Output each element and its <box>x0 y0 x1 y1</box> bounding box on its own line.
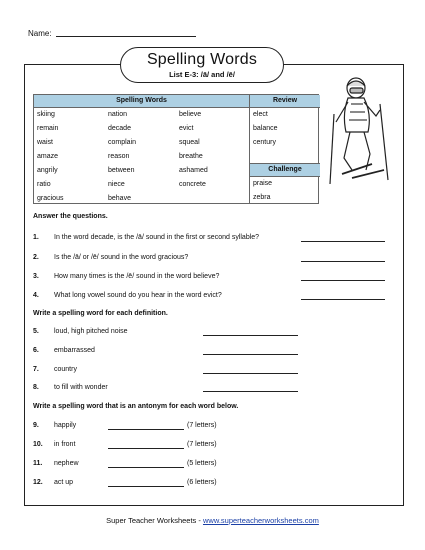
question-3 <box>33 272 393 282</box>
footer-text: Super Teacher Worksheets - <box>106 516 203 525</box>
name-row <box>28 29 196 38</box>
list-subtitle: List E-3: /ā/ and /ē/ <box>169 70 235 79</box>
spelling-word: amaze <box>37 153 59 160</box>
question-number: 4. <box>33 292 39 299</box>
question-5 <box>33 327 393 337</box>
question-number: 10. <box>33 441 43 448</box>
answer-line[interactable] <box>108 478 184 487</box>
spelling-word: waist <box>37 139 53 146</box>
question-10 <box>33 440 393 450</box>
review-header: Review <box>250 95 320 108</box>
spelling-word: complain <box>108 139 137 146</box>
question-text: act up <box>54 479 74 486</box>
spelling-word: niece <box>108 181 125 188</box>
spelling-word: believe <box>179 111 202 118</box>
answer-line[interactable] <box>301 233 385 242</box>
challenge-header: Challenge <box>250 163 320 177</box>
section-heading: Write a spelling word for each definition. <box>33 310 168 317</box>
question-number: 6. <box>33 347 39 354</box>
answer-line[interactable] <box>301 291 385 300</box>
question-text: happily <box>54 422 77 429</box>
spelling-word: skiing <box>37 111 55 118</box>
question-number: 11. <box>33 460 43 467</box>
spelling-word: evict <box>179 125 194 132</box>
spelling-word: ratio <box>37 181 51 188</box>
spelling-words-table <box>33 94 319 204</box>
challenge-word: zebra <box>253 194 271 201</box>
spelling-word: angrily <box>37 167 58 174</box>
question-text: loud, high pitched noise <box>54 328 128 335</box>
question-text: to fill with wonder <box>54 384 108 391</box>
question-number: 8. <box>33 384 39 391</box>
question-number: 2. <box>33 254 39 261</box>
question-text: nephew <box>54 460 79 467</box>
letter-hint: (7 letters) <box>187 441 217 448</box>
question-text: country <box>54 366 77 373</box>
spelling-word: nation <box>108 111 128 118</box>
answer-line[interactable] <box>301 272 385 281</box>
name-field[interactable] <box>56 36 196 37</box>
question-4 <box>33 291 393 301</box>
letter-hint: (6 letters) <box>187 479 217 486</box>
skier-illustration <box>322 74 398 192</box>
answer-line[interactable] <box>203 365 298 374</box>
section-heading: Write a spelling word that is an antonym for each word below. <box>33 403 239 410</box>
spelling-word: reason <box>108 153 130 160</box>
question-9 <box>33 421 393 431</box>
question-2 <box>33 253 393 263</box>
spelling-word: concrete <box>179 181 206 188</box>
section-heading: Answer the questions. <box>33 213 108 220</box>
spelling-word: gracious <box>37 195 64 202</box>
question-number: 1. <box>33 234 39 241</box>
page-title: Spelling Words <box>146 51 258 68</box>
footer <box>0 516 425 525</box>
spelling-word: ashamed <box>179 167 208 174</box>
answer-line[interactable] <box>108 440 184 449</box>
spelling-words-header: Spelling Words <box>34 95 249 108</box>
answer-line[interactable] <box>108 421 184 430</box>
question-8 <box>33 383 393 393</box>
letter-hint: (5 letters) <box>187 460 217 467</box>
review-word: century <box>253 139 276 146</box>
spelling-word: breathe <box>179 153 203 160</box>
word-column-2 <box>105 108 176 206</box>
name-label: Name: <box>28 29 52 38</box>
spelling-word: decade <box>108 125 131 132</box>
word-column-3 <box>176 108 247 206</box>
answer-line[interactable] <box>301 253 385 262</box>
question-number: 9. <box>33 422 39 429</box>
challenge-word: praise <box>253 180 273 187</box>
answer-line[interactable] <box>108 459 184 468</box>
question-text: Is the /ā/ or /ē/ sound in the word gracious? <box>54 254 189 261</box>
review-word: balance <box>253 125 278 132</box>
review-word: elect <box>253 111 268 118</box>
question-7 <box>33 365 393 375</box>
question-12 <box>33 478 393 488</box>
question-number: 7. <box>33 366 39 373</box>
question-text: In the word decade, is the /ā/ sound in the first or second syllable? <box>54 234 260 241</box>
question-11 <box>33 459 393 469</box>
question-number: 3. <box>33 273 39 280</box>
spelling-word: between <box>108 167 135 174</box>
answer-line[interactable] <box>203 327 298 336</box>
question-text: How many times is the /ē/ sound in the word believe? <box>54 273 220 280</box>
spelling-word: remain <box>37 125 59 132</box>
letter-hint: (7 letters) <box>187 422 217 429</box>
footer-link[interactable]: www.superteacherworksheets.com <box>202 516 319 525</box>
answer-line[interactable] <box>203 346 298 355</box>
spelling-word: behave <box>108 195 131 202</box>
question-number: 5. <box>33 328 39 335</box>
question-1 <box>33 233 393 243</box>
title-box <box>120 47 284 83</box>
question-text: in front <box>54 441 76 448</box>
spelling-word: squeal <box>179 139 200 146</box>
review-column <box>249 95 320 203</box>
question-text: What long vowel sound do you hear in the word evict? <box>54 292 222 299</box>
question-number: 12. <box>33 479 43 486</box>
question-6 <box>33 346 393 356</box>
word-column-1 <box>34 108 105 206</box>
answer-line[interactable] <box>203 383 298 392</box>
question-text: embarrassed <box>54 347 95 354</box>
